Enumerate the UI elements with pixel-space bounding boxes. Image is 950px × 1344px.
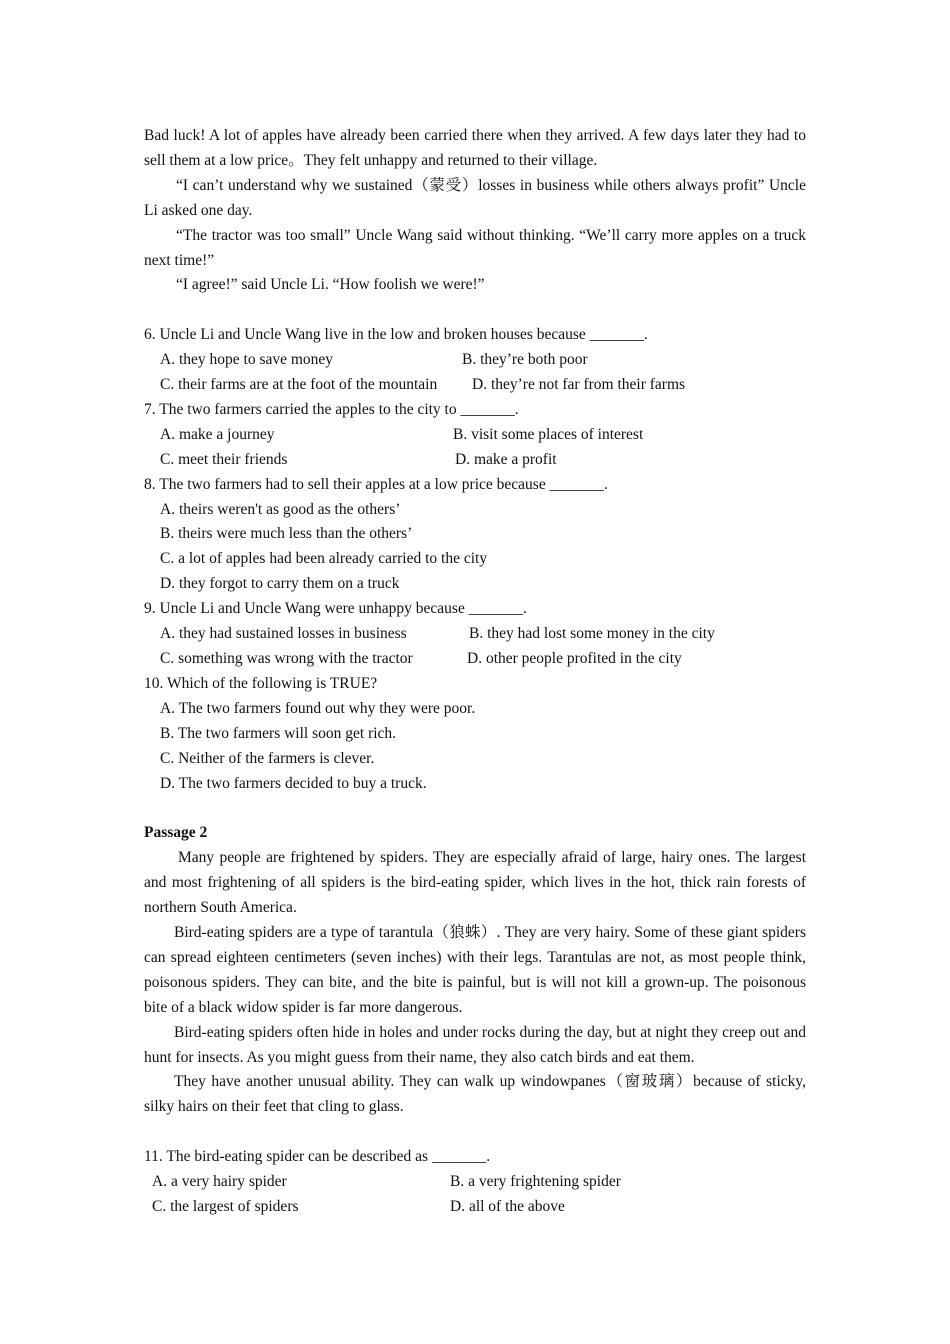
question-options-11-row-2 (144, 1195, 806, 1220)
question-stem-7: 7. The two farmers carried the apples to the city to _______. (144, 400, 519, 418)
passage1-paragraph-3: “The tractor was too small” Uncle Wang said without thinking. “We’ll carry more apples on a truck next time!” (144, 226, 806, 269)
question-options-11-row-1 (144, 1170, 806, 1195)
spacer (144, 1120, 806, 1145)
option: A. theirs weren't as good as the others’ (160, 500, 401, 518)
passage1-paragraph-1: Bad luck! A lot of apples have already been carried there when they arrived. A few days later they had to sell them at a low price。They felt unhappy and returned to their village. (144, 127, 806, 169)
passage-title: Passage 2 (144, 824, 208, 842)
option: A. they hope to save money (160, 351, 334, 369)
option: C. the largest of spiders (152, 1197, 299, 1215)
question-stem-9: 9. Uncle Li and Uncle Wang were unhappy because _______. (144, 600, 527, 618)
option: D. they forgot to carry them on a truck (160, 575, 400, 593)
option: B. visit some places of interest (453, 425, 644, 443)
option: C. meet their friends (160, 450, 288, 468)
passage1-paragraph-4: “I agree!” said Uncle Li. “How foolish we were!” (176, 276, 485, 294)
question-options-7-row-1 (144, 423, 806, 448)
question-stem-10: 10. Which of the following is TRUE? (144, 674, 378, 692)
question-options-7-row-2 (144, 448, 806, 473)
option: D. all of the above (450, 1197, 565, 1215)
question-stem-6: 6. Uncle Li and Uncle Wang live in the low and broken houses because _______. (144, 326, 648, 344)
option: A. they had sustained losses in business (160, 625, 407, 643)
passage2-paragraph-4: They have another unusual ability. They can walk up windowpanes（窗玻璃）because of sticky, silky hairs on their feet that cling to glass. (144, 1073, 806, 1116)
question-stem-8: 8. The two farmers had to sell their apples at a low price because _______. (144, 475, 608, 493)
option: A. The two farmers found out why they were poor. (160, 699, 476, 717)
option: B. theirs were much less than the others’ (160, 525, 413, 543)
option: B. The two farmers will soon get rich. (160, 724, 397, 742)
option: A. a very hairy spider (152, 1173, 287, 1191)
question-options-6-row-1 (144, 348, 806, 373)
option: D. other people profited in the city (467, 650, 682, 668)
option: D. they’re not far from their farms (472, 376, 686, 394)
option: B. they had lost some money in the city (469, 625, 715, 643)
option: B. a very frightening spider (450, 1173, 621, 1191)
passage2-paragraph-3: Bird-eating spiders often hide in holes and under rocks during the day, but at night they creep out and hunt for insects. As you might guess from their name, they also catch birds and eat them. (144, 1023, 806, 1066)
option: C. Neither of the farmers is clever. (160, 749, 375, 767)
spacer (144, 796, 806, 821)
passage1-paragraph-2: “I can’t understand why we sustained（蒙受）losses in business while others always profit” Uncle Li asked one day. (144, 176, 806, 219)
document-page (144, 124, 806, 1220)
option: D. make a profit (455, 450, 557, 468)
option: C. their farms are at the foot of the mountain (160, 376, 438, 394)
option: A. make a journey (160, 425, 275, 443)
option: D. The two farmers decided to buy a truck. (160, 774, 427, 792)
option: C. something was wrong with the tractor (160, 650, 413, 668)
passage2-paragraph-1: Many people are frightened by spiders. They are especially afraid of large, hairy ones. The largest and most frightening of all spiders is the bird-eating spider, which lives in the hot, thick rain forests of northern South America. (144, 849, 806, 917)
question-options-9-row-2 (144, 647, 806, 672)
option: B. they’re both poor (462, 351, 588, 369)
spacer (144, 298, 806, 323)
question-options-6-row-2 (144, 373, 806, 398)
option: C. a lot of apples had been already carried to the city (160, 550, 488, 568)
question-options-9-row-1 (144, 622, 806, 647)
question-stem-11: 11. The bird-eating spider can be described as _______. (144, 1148, 491, 1166)
passage2-paragraph-2: Bird-eating spiders are a type of tarantula（狼蛛）. They are very hairy. Some of these giant spiders can spread eighteen centimeters (seven inches) with their legs. Tarantulas are not, as most people think, poisonous spiders. They can bite, and the bite is painful, but is will not kill a grown-up. The poisonous bite of a black widow spider is far more dangerous. (144, 923, 806, 1016)
